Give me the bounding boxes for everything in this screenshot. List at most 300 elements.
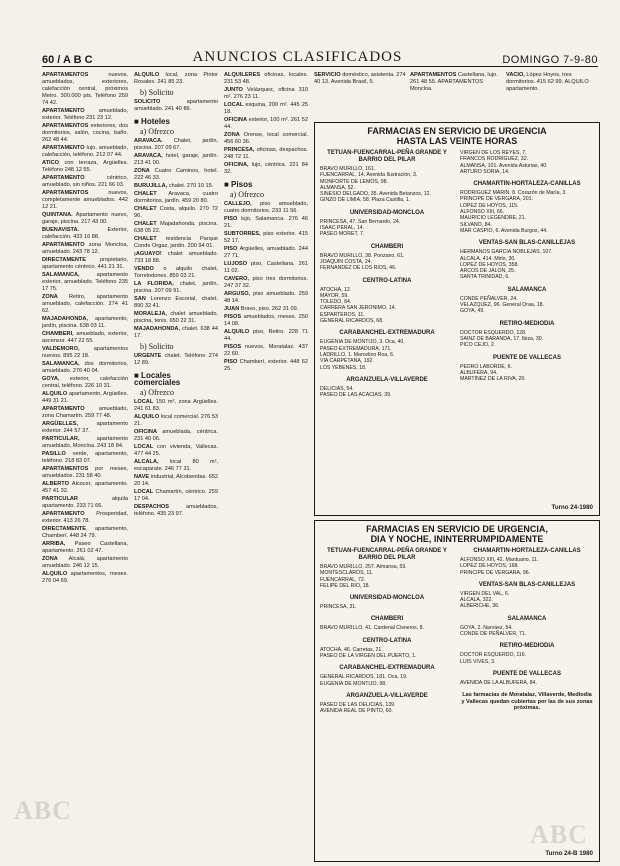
pharmacy-address: LOPEZ DE HOYOS, 168. — [460, 563, 519, 570]
ad-keyword: ALQUILO — [134, 414, 160, 420]
section-title: ANUNCIOS CLASIFICADOS — [192, 49, 403, 65]
classified-ad — [42, 145, 128, 159]
ad-keyword: SALAMANCA, — [42, 272, 80, 278]
ad-text: con vivienda, Vallecas. 477 44 25. — [134, 444, 218, 457]
classified-ad — [42, 496, 128, 510]
ad-keyword: ALQUILERES — [224, 72, 261, 78]
classified-ad — [42, 257, 128, 271]
district-name: UNIVERSIDAD-MONCLOA — [349, 595, 425, 602]
pharmacy-list-left — [320, 150, 454, 404]
turno-label: Turno 24-B 1980 — [545, 850, 593, 857]
classified-ad — [42, 406, 128, 420]
ad-text: Exterior, calefacción. 433 16 88. — [42, 227, 128, 240]
classified-ad — [410, 72, 502, 116]
abc-watermark: ABC — [14, 796, 72, 825]
ad-keyword: PISO — [224, 216, 238, 222]
pharmacy-address: FERNANDEZ DE LOS RIOS, 46. — [320, 265, 397, 272]
ad-keyword: ZONA — [42, 294, 58, 300]
pharmacy-address: EUGENIA DE MONTIJO, 3. Oca, 40. — [320, 339, 405, 346]
classified-ad — [42, 526, 128, 540]
box-title-line: DIA Y NOCHE, ININTERRUMPIDAMENTE — [370, 534, 544, 544]
pharmacy-address: ARCOS DE JALON, 25. — [460, 268, 516, 275]
classified-ad — [134, 504, 218, 518]
ad-text: Chamartín, céntrico. 259 17 04. — [134, 489, 218, 502]
classified-ad — [134, 489, 218, 503]
ad-text: Alcocer, apartamento. 457 41 32. — [42, 481, 128, 494]
ad-text: Alcalá, apartamento amueblado. 246 12 15. — [42, 556, 128, 569]
classified-ad — [42, 436, 128, 450]
pharmacy-address: DOCTOR ESQUERDO, 116. — [460, 652, 527, 659]
pharmacy-district — [320, 330, 454, 370]
classified-ad — [42, 511, 128, 525]
ad-keyword: DIRECTAMENTE — [42, 257, 87, 263]
ad-text: amueblado, zona Chamartín. 259 77 48. — [42, 406, 128, 419]
classified-ad — [42, 242, 128, 256]
pharmacy-address: BRAVO MURILLO, 161. — [320, 166, 376, 172]
ad-text: zona Moncloa, amueblado. 243 78 12. — [42, 242, 128, 255]
ad-text: exterior, calefacción central, teléfono. 226 10 31. — [42, 376, 128, 389]
ad-text: amueblada, céntrica. 231 40 06. — [134, 429, 218, 442]
ad-keyword: LA FLORIDA, — [134, 281, 174, 287]
pharmacy-district — [320, 548, 454, 589]
classified-ad — [134, 281, 218, 295]
district-name: PUENTE DE VALLECAS — [493, 670, 561, 677]
classified-ad — [42, 361, 128, 375]
pharmacy-box-daytime — [314, 122, 600, 516]
district-name: CHAMARTIN-HORTALEZA-CANILLAS — [473, 548, 581, 554]
classified-ad — [134, 474, 218, 488]
ad-keyword: SAN — [134, 296, 146, 302]
pharmacy-address: LOS YEBENES, 18. — [320, 364, 367, 371]
ad-keyword: QUINTANA. — [42, 212, 73, 218]
ad-keyword: ARGÜELLES, — [42, 421, 79, 427]
ad-keyword: CHAMBERI, — [42, 331, 74, 337]
pharmacy-address: ATOCHA, 12. — [320, 286, 352, 293]
pharmacy-address: PRINCESA, 47. San Bernardo, 24. — [320, 218, 401, 225]
classified-ad — [134, 138, 218, 152]
district-name: ARGANZUELA-VILLAVERDE — [346, 692, 428, 699]
pharmacy-address: PASEO DE LAS DELICIAS, 139. — [320, 701, 396, 708]
pharmacy-address: ALBERICHE, 36. — [460, 603, 500, 610]
classified-ad — [134, 459, 218, 473]
pharmacy-address: ISAAC PERAL, 14. — [320, 225, 365, 232]
pharmacy-address: MONTESCLAROS, 11. — [320, 570, 374, 577]
ad-text: Retiro, apartamento amueblado, calefacción. 274 41 62. — [42, 294, 128, 314]
pharmacy-address: LOPEZ DE HOYOS, 115. — [460, 202, 519, 209]
pharmacy-district — [320, 377, 454, 399]
district-name: CHAMARTIN-HORTALEZA-CANILLAS — [473, 181, 581, 188]
ad-keyword: ALBERTO — [42, 481, 69, 487]
ad-text: Costa, alquilo. 270 72 96. — [134, 206, 218, 219]
district-name: VENTAS-SAN BLAS-CANILLEJAS — [478, 240, 576, 247]
section-heading: ■ Hoteles — [134, 117, 170, 126]
classified-column-3 — [224, 72, 308, 860]
ad-text: exteriores, dos dormitorios, salón, cocina, baño. 262 48 44. — [42, 123, 128, 143]
pharmacy-list-left — [320, 548, 454, 721]
ad-text: oficinas, despachos. 248 72 11. — [224, 147, 308, 160]
ad-text: lujo, amueblado, calefacción, teléfono. 212 07 44. — [42, 145, 128, 158]
pharmacy-address: PRINCIPE DE VERGARA, 96. — [460, 569, 531, 576]
pharmacy-district — [460, 616, 594, 638]
district-name: CHAMBERI — [370, 243, 404, 250]
classified-ad — [42, 541, 128, 555]
ad-keyword: APARTAMENTOS — [410, 72, 457, 78]
ad-text: esquina, 200 m². 445 25 18. — [224, 102, 308, 115]
classified-ad — [224, 102, 308, 116]
ad-keyword: DIRECTAMENTE — [42, 526, 87, 532]
ad-text: chalet. 638 44 17. — [134, 326, 218, 339]
ad-keyword: DESPACHOS — [134, 504, 170, 510]
ad-text: Lorenzo Escorial, chalet. 890 32 41. — [134, 296, 218, 309]
classified-ad — [42, 571, 128, 585]
page-number: 60 / A B C — [42, 54, 93, 66]
ad-text: por meses, amueblados. 231 58 40. — [42, 466, 128, 479]
ad-keyword: SOLICITO — [134, 99, 161, 105]
pharmacy-district — [320, 616, 454, 631]
district-name: RETIRO-MEDIODIA — [499, 320, 555, 327]
district-name: CARABANCHEL-EXTREMADURA — [339, 330, 435, 337]
pharmacy-address: ALBUFERA, 94. — [460, 369, 498, 376]
pharmacy-address: VIRGEN DE LOS REYES, 7. — [460, 150, 527, 156]
classified-ad — [134, 153, 218, 167]
ad-keyword: APARTAMENTO — [42, 511, 85, 517]
ad-text: chalet, jardín, piscina. 207 09 91. — [134, 281, 218, 294]
classified-ad — [42, 391, 128, 405]
ad-text: López Hoyos, tres dormitorios. 415 62 99. ALQUILO apartamento. — [506, 72, 589, 92]
classified-ad — [224, 117, 308, 131]
ad-text: Bravo, piso. 262 31 09. — [239, 306, 299, 312]
classified-ad — [42, 123, 128, 144]
pharmacy-district — [460, 643, 594, 665]
ad-text: piso, Castellana. 261 11 02. — [224, 261, 308, 274]
classified-ad — [224, 276, 308, 290]
pharmacy-district — [460, 355, 594, 383]
ad-keyword: NAVE — [134, 474, 150, 480]
pharmacy-district — [460, 321, 594, 349]
ad-keyword: ALQUILO — [42, 571, 68, 577]
classified-ad — [224, 359, 308, 373]
district-name: VENTAS-SAN BLAS-CANILLEJAS — [478, 581, 576, 588]
ad-keyword: APARTAMENTO — [42, 145, 85, 151]
pharmacy-address: ALMANSA, 52. — [320, 184, 355, 191]
pharmacy-address: SANTA TRINIDAD, 6. — [460, 274, 510, 281]
ad-keyword: SALAMANCA, — [42, 361, 80, 367]
ad-keyword: LOCAL — [134, 444, 154, 450]
ad-keyword: LOCAL — [134, 399, 154, 405]
footnote-text: Las farmacias de Moratalaz, Villaverde, Mediodía y Vallecas quedan cubiertas por las de sus zonas próximas. — [461, 692, 593, 712]
classified-ad — [134, 221, 218, 235]
ad-text: nuevos, amueblados, exteriores, calefacción central, próximos Metro. 300.000 pts. Teléfono 259 74 42. — [42, 72, 128, 106]
classified-ad — [42, 316, 128, 330]
district-name: UNIVERSIDAD-MONCLOA — [349, 209, 425, 216]
classified-ad — [224, 216, 308, 230]
ad-keyword: SUBTORRES, — [224, 231, 261, 237]
subsection-heading: a) Ofrezco — [140, 127, 174, 136]
ad-keyword: SERVICIO — [314, 72, 341, 78]
ad-keyword: CALLEJO, — [224, 201, 252, 207]
page-header — [42, 50, 598, 67]
pharmacy-address: HERMANOS GARCIA NOBLEJAS, 107. — [460, 249, 553, 256]
pharmacy-address: GOYA, 2. Narváez, 54. — [460, 624, 513, 631]
district-name: TETUAN-FUENCARRAL-PEÑA GRANDE Y BARRIO DEL PILAR — [327, 150, 447, 163]
pharmacy-district — [320, 693, 454, 715]
pharmacy-box-24h — [314, 520, 600, 862]
box-title-line: HASTA LAS VEINTE HORAS — [396, 136, 518, 146]
ad-keyword: VACIO, — [506, 72, 525, 78]
ad-text: piso amueblado. 259 48 14. — [224, 291, 308, 304]
pharmacy-address: ALMANSA, 101. Avenida Asturias, 40. — [460, 162, 548, 169]
ad-keyword: CHALET — [134, 206, 157, 212]
classified-ad — [134, 99, 218, 113]
ad-text: amueblados, meses. 250 14 08. — [224, 314, 308, 327]
ad-text: Chamberí, exterior. 448 62 25. — [224, 359, 308, 372]
classified-ad — [42, 212, 128, 226]
ad-keyword: ARRIBA, — [42, 541, 66, 547]
ad-text: chalet. Teléfono 274 12 89. — [134, 353, 218, 366]
ad-text: verde, apartamento, teléfono. 218 83 07. — [42, 451, 128, 464]
ad-keyword: ALQUILO — [134, 72, 160, 78]
pharmacy-district — [460, 287, 594, 315]
classified-ad — [134, 296, 218, 310]
pharmacy-address: PRINCESA, 31. — [320, 604, 357, 611]
ad-text: chalet amueblado. 733 18 88. — [134, 251, 218, 264]
pharmacy-address: MONFORTE DE LEMOS, 98. — [320, 178, 388, 185]
ad-text: local, zona Pintor Rosales. 241 85 23. — [134, 72, 218, 85]
ad-text: local 80 m², escaparate. 246 77 31. — [134, 459, 218, 472]
classified-ad — [134, 326, 218, 340]
pharmacy-address: GINZO DE LIMIA, 58. Plaza Castilla, 1. — [320, 197, 411, 204]
pharmacy-district — [320, 665, 454, 687]
ad-keyword: BUENAVISTA. — [42, 227, 80, 233]
ad-keyword: APARTAMENTO — [42, 175, 85, 181]
pharmacy-address: FELIPE DEL RIO, 18. — [320, 582, 370, 589]
ad-text: piso, Retiro. 228 71 44. — [224, 329, 308, 342]
ad-text: apartamento exterior. 244 57 37. — [42, 421, 128, 434]
pharmacy-box-daytime-title — [315, 123, 599, 148]
pharmacy-address: LOPEZ DE HOYOS, 358. — [460, 261, 519, 268]
ad-text: apartamentos nuevos. 895 22 18. — [42, 346, 128, 359]
district-name: PUENTE DE VALLECAS — [493, 354, 561, 361]
ad-keyword: PISOS — [224, 314, 242, 320]
ad-keyword: LOCAL — [224, 102, 244, 108]
ad-text: Velázquez, oficina 310 m². 276 23 11. — [224, 87, 308, 100]
pharmacy-address: ATOCHA, 46. Carretas, 21. — [320, 646, 383, 653]
pharmacy-district — [320, 278, 454, 325]
ad-keyword: ARAVACA. — [134, 138, 163, 144]
section-heading: ■ Locales comerciales — [134, 371, 181, 387]
classified-column-1 — [42, 72, 128, 860]
classified-ad — [42, 331, 128, 345]
ad-keyword: OFICINA — [224, 117, 247, 123]
subsection-heading: b) Solicito — [140, 342, 174, 351]
pharmacy-address: PEDRO LABORDE, 6. — [460, 363, 512, 370]
district-name: SALAMANCA — [507, 286, 547, 293]
district-name: CENTRO-LATINA — [362, 277, 412, 284]
classified-ad — [224, 231, 308, 245]
ad-keyword: PISO — [224, 246, 238, 252]
ad-text: chalet amueblado, piscina, tenis. 650 22 31. — [134, 311, 218, 324]
classified-ad — [42, 72, 128, 107]
pharmacy-list-right — [460, 548, 594, 721]
ad-keyword: MAJADAHONDA, — [134, 326, 180, 332]
pharmacy-address: VELAZQUEZ, 96. General Oraa, 18. — [460, 302, 544, 309]
ad-text: apartamento, Chamberí. 448 24 79. — [42, 526, 128, 539]
district-name: SALAMANCA — [507, 615, 547, 622]
classified-ad — [506, 72, 598, 116]
classified-ad — [134, 183, 218, 190]
ad-text: chalet. 270 10 15. — [167, 183, 214, 189]
pharmacy-address: BRAVO MURILLO, 41. Cardenal Cisneros, 8. — [320, 625, 424, 632]
pharmacy-address: CONDE DE PEÑALVER, 71. — [460, 631, 527, 638]
ad-text: doméstico, asistenta. 274 40 13. Avenida Brasil, 5. — [314, 72, 406, 85]
district-name: CARABANCHEL-EXTREMADURA — [339, 665, 435, 672]
ad-text: Majadahonda, piscina. 638 05 22. — [134, 221, 218, 234]
ad-text: apartamento, jardín, piscina. 638 03 11. — [42, 316, 128, 329]
classified-ad — [134, 353, 218, 367]
ad-text: alquila apartamento. 233 71 66. — [42, 496, 128, 509]
pharmacy-address: CARRERA SAN JERONIMO, 14. — [320, 305, 397, 312]
ad-keyword: MORALEJA, — [134, 311, 167, 317]
pharmacy-address: LADRILLO, 1. Marcelino Roa, 6. — [320, 351, 395, 358]
ad-text: amueblados, teléfono. 435 23 97. — [134, 504, 218, 517]
pharmacy-district — [320, 244, 454, 272]
district-name: CHAMBERI — [370, 616, 404, 623]
ad-text: con terraza, Argüelles. Teléfono 248 12 55. — [42, 160, 128, 173]
classified-ad — [42, 346, 128, 360]
ad-text: Chalet, jardín, piscina. 207 09 67. — [134, 138, 218, 151]
classified-ad — [42, 451, 128, 465]
pharmacy-address: AVENIDA REAL DE PINTO, 60. — [320, 708, 393, 715]
ad-keyword: ALCALA, — [134, 459, 159, 465]
box-title-line: FARMACIAS EN SERVICIO DE URGENCIA — [367, 126, 547, 136]
ad-keyword: ZONA — [42, 556, 58, 562]
classified-ad — [314, 72, 406, 116]
ad-text: nuevos, completamente amueblados. 442 12 21. — [42, 190, 128, 210]
ad-keyword: BURUJILLA, — [134, 183, 168, 189]
ad-text: residencia Parque Conde Orgaz, jardín. 200 94 01. — [134, 236, 218, 249]
ad-keyword: ALQUILO — [224, 329, 250, 335]
pharmacy-address: TOLEDO, 84. — [320, 299, 352, 306]
district-name: TETUAN-FUENCARRAL-PEÑA GRANDE Y BARRIO DEL PILAR — [327, 548, 447, 561]
classified-ad — [42, 227, 128, 241]
pharmacy-address: ALCALA, 414. Mirlo, 30. — [460, 255, 516, 262]
pharmacy-address: PASEO MORET, 7. — [320, 231, 365, 238]
district-name: ARGANZUELA-VILLAVERDE — [346, 376, 428, 383]
pharmacy-address: PASEO DE LAS ACACIAS, 39. — [320, 392, 392, 399]
classified-ad — [134, 266, 218, 280]
ad-text: céntrico, amueblado, sin niños. 221 66 03. — [42, 175, 128, 188]
ad-text: apartamentos, meses. 276 04 69. — [42, 571, 128, 584]
pharmacy-district — [320, 595, 454, 610]
ad-text: propietario, apartamento céntrico. 441 21 31. — [42, 257, 128, 270]
pharmacy-district — [320, 150, 454, 204]
ad-text: piso amueblado, cuatro dormitorios. 233 11 56. — [224, 201, 308, 214]
pharmacy-address: SINESIO DELGADO, 35. Avenida Betanzos, 12. — [320, 191, 431, 198]
ad-text: o alquilo chalet, Torrelodones. 859 03 21. — [134, 266, 218, 279]
ad-text: Apartamento nuevo, garaje, piscina. 217 43 00. — [42, 212, 128, 225]
ad-text: Prosperidad, exterior. 413 26 78. — [42, 511, 128, 524]
abc-watermark: ABC — [530, 820, 588, 849]
classified-ad — [134, 236, 218, 250]
pharmacy-address: GOYA, 49. — [460, 308, 485, 315]
pharmacy-address: FUENCARRAL, 14. Avenida Ilustración, 3. — [320, 172, 418, 179]
ad-keyword: PISO — [224, 359, 238, 365]
ad-keyword: LUJOSO — [224, 261, 248, 267]
ad-keyword: APARTAMENTOS — [42, 123, 89, 129]
ad-keyword: GOYA, — [42, 376, 60, 382]
classified-ad — [42, 294, 128, 315]
ad-keyword: CHALET — [134, 221, 157, 227]
pharmacy-address: DELICIAS, 54. — [320, 385, 354, 392]
ad-keyword: APARTAMENTOS — [42, 466, 89, 472]
ad-keyword: APARTAMENTO — [42, 406, 85, 412]
classified-ad — [224, 147, 308, 161]
ad-text: hotel, garaje, jardín. 213 41 00. — [134, 153, 218, 166]
pharmacy-district — [460, 240, 594, 280]
classified-ad — [224, 291, 308, 305]
subsection-heading: a) Ofrezco — [230, 190, 264, 199]
ad-keyword: ¡AGUAYO! — [134, 251, 162, 257]
ad-keyword: APARTAMENTO — [42, 108, 85, 114]
classified-ad — [224, 87, 308, 101]
pharmacy-address: PASEO DE LA VIRGEN DEL PUERTO, 1. — [320, 653, 417, 660]
ad-text: piso exterior. 415 52 17. — [224, 231, 308, 244]
classified-ad — [224, 132, 308, 146]
ad-keyword: URGENTE — [134, 353, 162, 359]
pharmacy-address: BRAVO MURILLO, 257. Almansa, 59. — [320, 564, 407, 570]
ad-keyword: CHALET — [134, 191, 157, 197]
ad-text: oficinas, locales. 231 53 48. — [224, 72, 308, 85]
classified-ad — [224, 201, 308, 215]
ad-keyword: APARTAMENTO — [42, 242, 85, 248]
ad-text: Orense, local comercial. 456 60 36. — [224, 132, 308, 145]
classified-ad — [224, 246, 308, 260]
pharmacy-address: GENERAL RICARDOS, 181. Oca, 19. — [320, 674, 408, 681]
pharmacy-address: ESPARTEROS, 11. — [320, 311, 365, 318]
classified-ad — [42, 481, 128, 495]
classified-ad — [224, 162, 308, 176]
pharmacy-address: JOAQUIN COSTA, 24. — [320, 258, 373, 265]
ad-text: apartamento, Argüelles. 449 31 21. — [42, 391, 128, 404]
pharmacy-address: ARTURO SORIA, 14. — [460, 168, 510, 175]
ad-text: Paseo Castellana, apartamento. 261 02 47. — [42, 541, 128, 554]
pharmacy-district — [460, 582, 594, 610]
ad-text: Castellana, lujo. 261 48 55. APARTAMENTOS Moncloa. — [410, 72, 498, 92]
ad-text: local comercial. 276 53 21. — [134, 414, 218, 427]
ad-keyword: VALDEMORO, — [42, 346, 80, 352]
ad-text: dos dormitorios, amueblado. 276 40 04. — [42, 361, 128, 374]
classified-ad — [42, 160, 128, 174]
classified-ad — [224, 314, 308, 328]
ad-keyword: APARTAMENTOS — [42, 190, 89, 196]
pharmacy-address: BRAVO MURILLO, 38. Ponzano, 61. — [320, 252, 405, 259]
pharmacy-address: VIA CARPETANA, 192. — [320, 358, 374, 365]
classified-ad — [42, 556, 128, 570]
ad-keyword: VENDO — [134, 266, 154, 272]
classified-ad — [224, 72, 308, 86]
classified-ad — [134, 72, 218, 86]
pharmacy-address: LUIS VIVES, 3. — [460, 658, 496, 665]
pharmacy-address: MAR CASPIO, 6. Avenida Burgos, 44. — [460, 227, 548, 234]
classified-ad — [134, 251, 218, 265]
pharmacy-address: ALCALA, 322. — [460, 597, 493, 604]
ad-text: exterior, 100 m². 261 52 44. — [224, 117, 308, 130]
ad-keyword: PISOS — [224, 344, 242, 350]
classified-ad — [224, 261, 308, 275]
pharmacy-list-right — [460, 150, 594, 404]
pharmacy-box-24h-title — [315, 521, 599, 546]
subsection-heading: b) Solicito — [140, 88, 174, 97]
